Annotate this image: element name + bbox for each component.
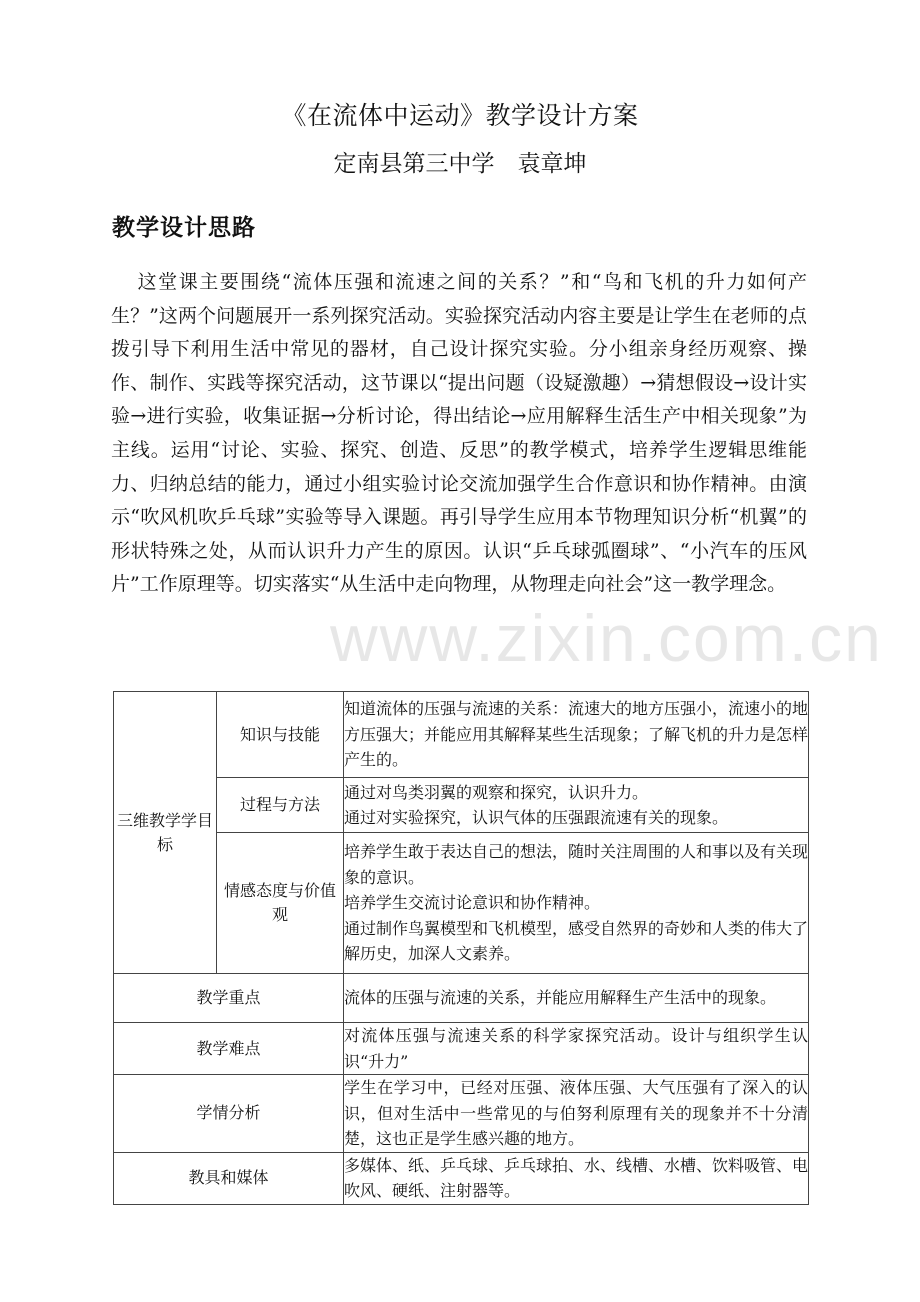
process-text-line1: 通过对鸟类羽翼的观察和探究，认识升力。 — [344, 782, 649, 802]
table-row — [114, 833, 809, 974]
knowledge-content-cell — [344, 692, 809, 778]
emotion-text-line2: 培养学生交流讨论意识和协作精神。 — [344, 893, 601, 913]
knowledge-label: 知识与技能 — [239, 724, 320, 744]
watermark: www.zixin.com.cn — [330, 601, 883, 675]
learner-analysis-label-cell — [114, 1075, 344, 1153]
emotion-text-line3: 通过制作鸟翼模型和飞机模型，感受自然界的奇妙和人类的伟大了解历史，加深人文素养。 — [344, 918, 809, 964]
learner-analysis-content-cell — [344, 1075, 809, 1153]
materials-label-cell — [114, 1152, 344, 1204]
knowledge-label-cell — [217, 692, 344, 778]
lesson-plan-table — [113, 691, 809, 1205]
table-row — [114, 1152, 809, 1204]
key-points-content-cell — [344, 974, 809, 1023]
key-points-label-cell — [114, 974, 344, 1023]
difficulties-label-cell — [114, 1023, 344, 1075]
section-heading: 教学设计思路 — [112, 215, 256, 241]
emotion-label-cell — [217, 833, 344, 974]
emotion-label: 情感态度与价值观 — [223, 881, 336, 924]
process-label: 过程与方法 — [239, 795, 320, 814]
process-content-cell — [344, 778, 809, 833]
key-points-label: 教学重点 — [196, 988, 261, 1007]
emotion-text-line1: 培养学生敢于表达自己的想法，随时关注周围的人和事以及有关现象的意识。 — [344, 842, 809, 887]
design-idea-paragraph: 这堂课主要围绕“流体压强和流速之间的关系？”和“鸟和飞机的升力如何产生？”这两个问题展开一系列探究活动。实验探究活动内容主要是让学生在老师的点拨引导下利用生活中常见的器材，自己设计探究实验。分小组亲身经历观察、操作、制作、实践等探究活动，这节课以“提出问题（设疑激趣）→猜想假设→设计实验→进行实验，收集证据→分析讨论，得出结论→应用解释生活生产中相关现象”为主线。运用“讨论、实验、探究、创造、反思”的教学模式，培养学生逻辑思维能力、归纳总结的能力，通过小组实验讨论交流加强学生合作意识和协作精神。由演示“吹风机吹乒乓球”实验等导入课题。再引导学生应用本节物理知识分析“机翼”的形状特殊之处，从而认识升力产生的原因。认识“乒乓球弧圈球”、“小汽车的压风片”工作原理等。切实落实“从生活中走向物理，从物理走向社会”这一教学理念。 — [111, 271, 807, 596]
author-line: 定南县第三中学 袁章坤 — [333, 151, 587, 177]
difficulties-content-cell — [344, 1023, 809, 1075]
goals-label: 三维教学学目标 — [116, 810, 213, 854]
learner-analysis-text: 学生在学习中，已经对压强、液体压强、大气压强有了深入的认识，但对生活中一些常见的与伯努利原理有关的现象并不十分清楚，这也正是学生感兴趣的地方。 — [344, 1078, 808, 1148]
process-text-line2: 通过对实验探究，认识气体的压强跟流速有关的现象。 — [344, 808, 729, 827]
key-points-text: 流体的压强与流速的关系，并能应用解释生产生活中的现象。 — [344, 988, 777, 1008]
materials-content-cell — [344, 1152, 809, 1204]
materials-text: 多媒体、纸、乒乓球、乒乓球拍、水、线槽、水槽、饮料吸管、电吹风、硬纸、注射器等。 — [344, 1155, 809, 1200]
document-title: 《在流体中运动》教学设计方案 — [281, 101, 639, 130]
table-row — [114, 974, 809, 1023]
table-row — [114, 1023, 809, 1075]
knowledge-text: 知道流体的压强与流速的关系：流速大的地方压强小，流速小的地方压强大；并能应用其解释某些生活现象；了解飞机的升力是怎样产生的。 — [344, 699, 809, 770]
emotion-content-cell — [344, 833, 809, 974]
table-row — [114, 692, 809, 778]
materials-label: 教具和媒体 — [188, 1168, 269, 1187]
learner-analysis-label: 学情分析 — [196, 1103, 261, 1123]
difficulties-text: 对流体压强与流速关系的科学家探究活动。设计与组织学生认识“升力” — [344, 1026, 808, 1071]
process-label-cell — [217, 778, 344, 833]
difficulties-label: 教学难点 — [196, 1038, 261, 1058]
table-row — [114, 778, 809, 833]
table-row — [114, 1075, 809, 1153]
goals-label-cell — [114, 692, 217, 974]
